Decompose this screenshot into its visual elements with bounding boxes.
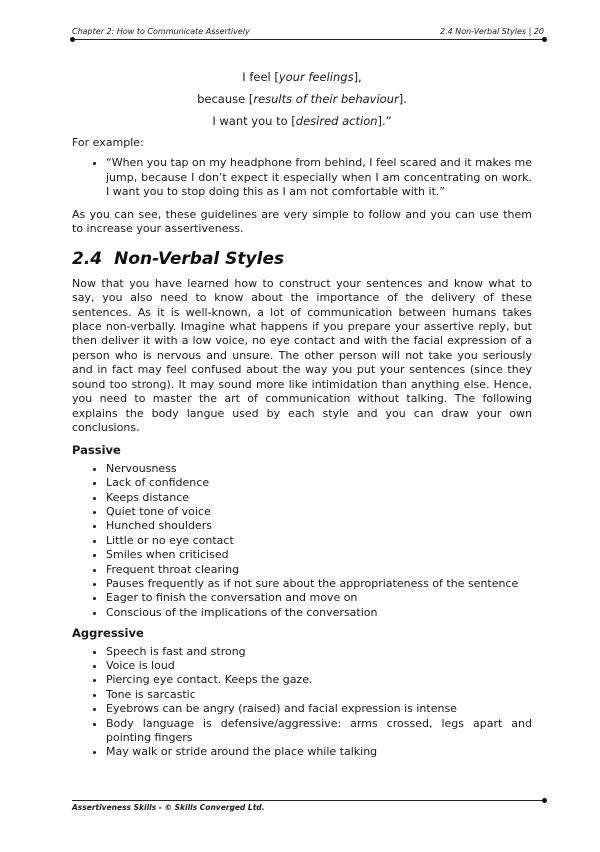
formula-line-1: I feel [your feelings], [242, 70, 362, 84]
running-footer: Assertiveness Skills - © Skills Converged Ltd. [72, 803, 265, 812]
aggressive-list [72, 645, 532, 760]
section-number: 2.4 [72, 249, 103, 270]
list-item: • Speech is fast and strong [106, 645, 532, 659]
summary-paragraph: As you can see, these guidelines are very simple to follow and you can use them to increase your assertiveness. [72, 207, 532, 236]
list-item: • Smiles when criticised [106, 548, 532, 562]
list-item: • Lack of confidence [106, 476, 532, 490]
list-item: • Quiet tone of voice [106, 505, 532, 519]
header-chapter: Chapter 2: How to Communicate Assertively [72, 27, 250, 36]
section-title: Non-Verbal Styles [114, 249, 285, 270]
passive-heading: Passive [72, 443, 121, 458]
list-item: • Body language is defensive/aggressive: arms crossed, legs apart and pointing fingers [106, 717, 532, 746]
list-item: • Frequent throat clearing [106, 563, 532, 577]
list-item: • Voice is loud [106, 659, 532, 673]
list-item: • Tone is sarcastic [106, 688, 532, 702]
section-heading [72, 249, 532, 270]
list-item: • Piercing eye contact. Keeps the gaze. [106, 673, 532, 687]
list-item: • Little or no eye contact [106, 534, 532, 548]
header-section: 2.4 Non-Verbal Styles | 20 [440, 27, 544, 36]
list-item: • Keeps distance [106, 491, 532, 505]
list-item: • May walk or stride around the place while talking [106, 745, 532, 759]
footer-rule [72, 800, 544, 801]
header-rule-left-dot [70, 37, 75, 42]
list-item: • Eyebrows can be angry (raised) and facial expression is intense [106, 702, 532, 716]
formula-line-3: I want you to [desired action].” [212, 114, 392, 128]
example-list [72, 156, 532, 199]
page-body [72, 66, 532, 766]
list-item: • Eager to finish the conversation and move on [106, 591, 532, 605]
header-rule [72, 39, 544, 40]
formula-line-2: because [results of their behaviour]. [197, 92, 407, 106]
list-item: • Nervousness [106, 462, 532, 476]
intro-paragraph: Now that you have learned how to construct your sentences and know what to say, you also need to know about the importance of the delivery of these sentences. As it is well-known, a lot of communication between humans takes place non-verbally. Imagine what happens if you prepare your assertive reply, but then deliver it with a low voice, no eye contact and with the facial expression of a person who is nervous and unsure. The other person will not take you seriously and in fact may feel confused about the way you put your sentences (since they sound too strong). It may sound more like intimidation than anything else. Hence, you need to master the art of communication without talking. The following explains the body langue used by each style and you can draw your own conclusions. [72, 276, 532, 434]
assertive-formula [72, 66, 532, 132]
aggressive-heading: Aggressive [72, 626, 144, 641]
example-quote: • “When you tap on my headphone from behind, I feel scared and it makes me jump, because I don’t expect it especially when I am concentrating on work. I want you to stop doing this as I am not comfortable with it.” [106, 156, 532, 199]
passive-list [72, 462, 532, 620]
list-item: • Conscious of the implications of the conversation [106, 606, 532, 620]
footer-rule-right-dot [542, 798, 547, 803]
for-example-label: For example: [72, 136, 144, 149]
header-rule-right-dot [542, 37, 547, 42]
running-header [72, 22, 544, 38]
list-item: • Pauses frequently as if not sure about the appropriateness of the sentence [106, 577, 532, 591]
list-item: • Hunched shoulders [106, 519, 532, 533]
